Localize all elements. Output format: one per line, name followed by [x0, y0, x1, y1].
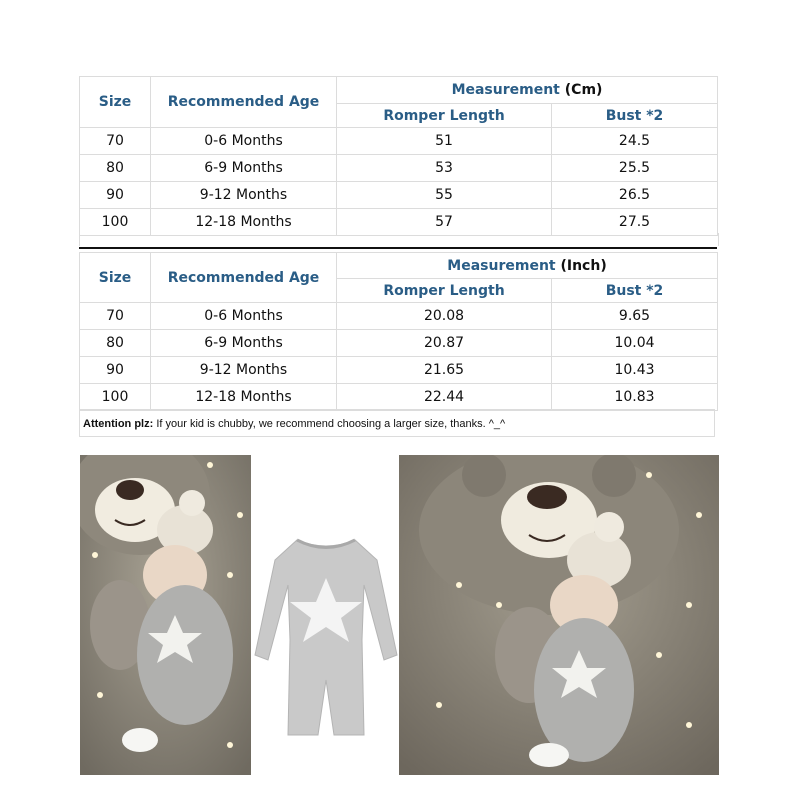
cell-length: 51 [337, 128, 552, 155]
size-chart-cm [79, 76, 718, 236]
cell-length: 53 [337, 155, 552, 182]
cell-size: 70 [80, 303, 151, 330]
header-size: Size [80, 77, 151, 128]
cell-age: 0-6 Months [151, 303, 337, 330]
cell-bust: 10.43 [552, 357, 718, 384]
romper-product-photo [252, 530, 400, 740]
baby-photo-right [399, 455, 719, 775]
cell-size: 80 [80, 330, 151, 357]
table-spacer [79, 233, 719, 246]
cell-bust: 25.5 [552, 155, 718, 182]
cell-bust: 24.5 [552, 128, 718, 155]
cell-age: 12-18 Months [151, 384, 337, 411]
measurement-label: Measurement [451, 82, 560, 98]
table-row [80, 209, 718, 236]
cell-length: 20.87 [337, 330, 552, 357]
header-bust: Bust *2 [552, 104, 718, 128]
cell-length: 22.44 [337, 384, 552, 411]
cell-age: 0-6 Months [151, 128, 337, 155]
table-row [80, 182, 718, 209]
cell-age: 6-9 Months [151, 330, 337, 357]
cell-size: 90 [80, 357, 151, 384]
cell-age: 9-12 Months [151, 357, 337, 384]
cell-size: 100 [80, 384, 151, 411]
cell-size: 90 [80, 182, 151, 209]
measurement-unit: (Inch) [560, 257, 607, 274]
table-row [80, 330, 718, 357]
table-row [80, 303, 718, 330]
cell-age: 9-12 Months [151, 182, 337, 209]
cell-size: 80 [80, 155, 151, 182]
baby-photo-left [80, 455, 251, 775]
attention-note [79, 409, 715, 437]
cell-length: 21.65 [337, 357, 552, 384]
attention-text: If your kid is chubby, we recommend choosing a larger size, thanks. ^_^ [153, 418, 506, 430]
cell-length: 57 [337, 209, 552, 236]
header-size: Size [80, 253, 151, 303]
measurement-label: Measurement [447, 257, 556, 274]
attention-label: Attention plz: [83, 418, 154, 430]
cell-age: 6-9 Months [151, 155, 337, 182]
header-romper-length: Romper Length [337, 279, 552, 303]
header-measurement [337, 253, 718, 279]
cell-length: 20.08 [337, 303, 552, 330]
cell-bust: 9.65 [552, 303, 718, 330]
table-row [80, 384, 718, 411]
cell-length: 55 [337, 182, 552, 209]
cell-bust: 26.5 [552, 182, 718, 209]
header-recommended-age: Recommended Age [151, 253, 337, 303]
table-row [80, 155, 718, 182]
cell-bust: 27.5 [552, 209, 718, 236]
header-bust: Bust *2 [552, 279, 718, 303]
table-divider [79, 247, 717, 249]
measurement-unit: (Cm) [564, 82, 603, 98]
size-chart-inch [79, 252, 718, 411]
header-recommended-age: Recommended Age [151, 77, 337, 128]
cell-bust: 10.83 [552, 384, 718, 411]
cell-size: 70 [80, 128, 151, 155]
table-row [80, 128, 718, 155]
header-romper-length: Romper Length [337, 104, 552, 128]
table-row [80, 357, 718, 384]
header-measurement [337, 77, 718, 104]
cell-bust: 10.04 [552, 330, 718, 357]
cell-age: 12-18 Months [151, 209, 337, 236]
cell-size: 100 [80, 209, 151, 236]
